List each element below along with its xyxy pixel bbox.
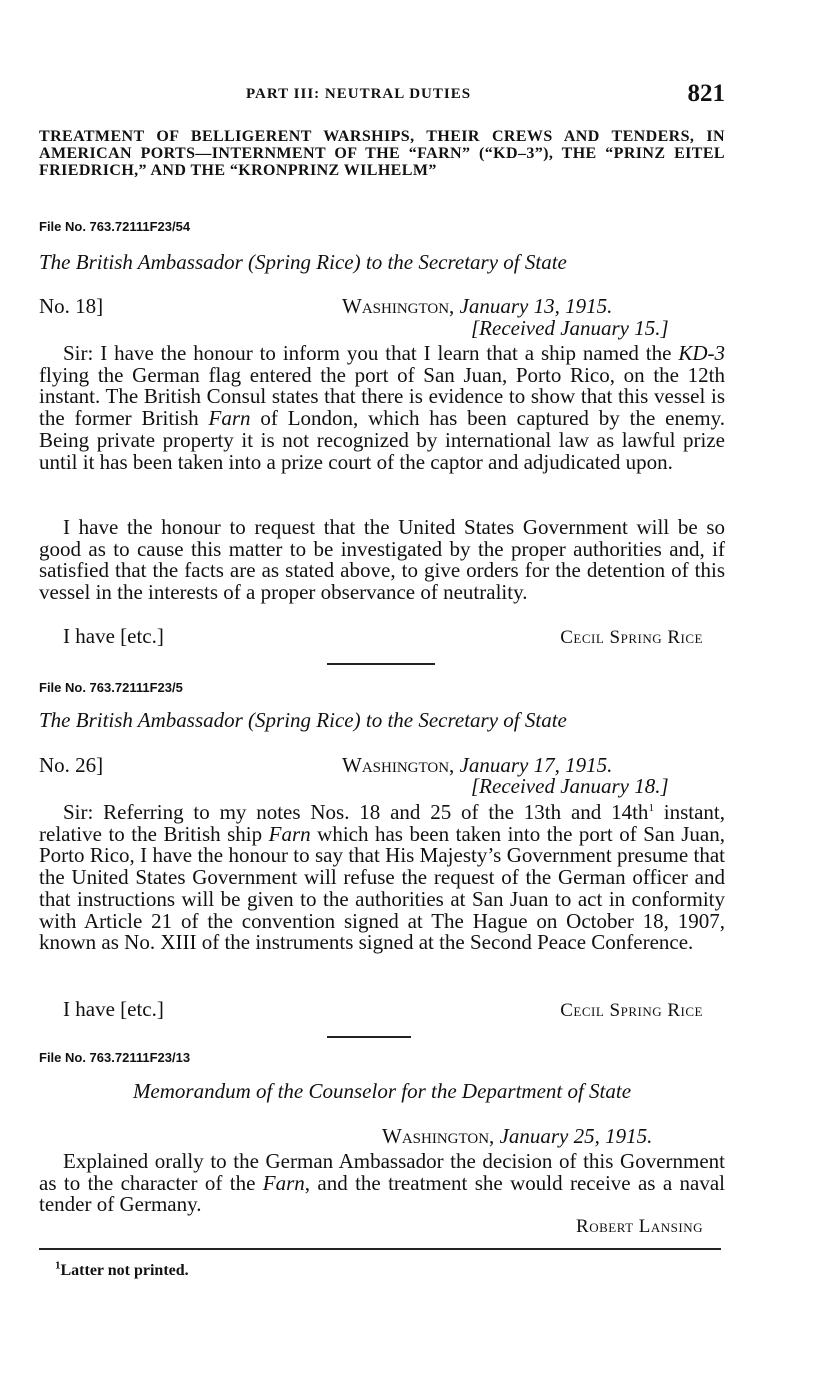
file-number: File No. 763.72111F23/54 bbox=[39, 219, 191, 234]
document-number: No. 26] bbox=[39, 753, 104, 777]
document-heading: Memorandum of the Counselor for the Department of State bbox=[132, 1079, 632, 1103]
paragraph bbox=[39, 802, 725, 954]
dateline-date: January 25, 1915. bbox=[499, 1124, 653, 1148]
text-run: Sir: Referring to my notes Nos. 18 and 25 of the 13th and 14th bbox=[63, 800, 649, 824]
closing: I have [etc.] bbox=[63, 997, 164, 1021]
chapter-title: TREATMENT OF BELLIGERENT WARSHIPS, THEIR CREWS AND TENDERS, IN AMERICAN PORTS—INTERNMENT OF THE “FARN” (“KD–3”), THE “PRINZ EITEL FRIEDRICH,” AND THE “KRONPRINZ WILHELM” bbox=[39, 128, 725, 179]
signature: Cecil Spring Rice bbox=[560, 627, 703, 648]
dateline-date: January 13, 1915. bbox=[459, 294, 613, 318]
section-divider bbox=[327, 663, 435, 665]
paragraph bbox=[39, 517, 725, 604]
dateline-place: Washington, bbox=[382, 1124, 495, 1148]
running-head bbox=[39, 80, 725, 110]
text-run: flying the German flag entered the port of San Juan, Porto Rico, on the 12th instant. The British Consul states that there is evidence to show that this vessel is the former British bbox=[39, 362, 725, 431]
closing: I have [etc.] bbox=[63, 624, 164, 648]
text-run: instant, relative to the British ship bbox=[39, 800, 725, 846]
text-run: I have the honour to request that the United States Government will be so good as to cause this matter to be investigated by the proper authorities and, if satisfied that the facts are as stated above, to give orders for the detention of this vessel in the interests of a proper observance of neutrality. bbox=[39, 515, 725, 605]
text-run: Explained orally to the German Ambassador the decision of this Government as to the character of the bbox=[39, 1149, 725, 1195]
dateline-place: Washington, bbox=[342, 753, 455, 777]
text-run: , and the treatment she would receive as a naval tender of Germany. bbox=[39, 1170, 725, 1217]
document-number: No. 18] bbox=[39, 294, 104, 318]
dateline bbox=[382, 1124, 652, 1149]
signature: Cecil Spring Rice bbox=[560, 1000, 703, 1021]
footnote-text: Latter not printed. bbox=[60, 1262, 189, 1279]
document-heading: The British Ambassador (Spring Rice) to the Secretary of State bbox=[39, 708, 567, 732]
file-number: File No. 763.72111F23/5 bbox=[39, 680, 183, 695]
text-run: Sir: I have the honour to inform you that I learn that a ship named the bbox=[63, 341, 679, 365]
italic-text: Farn bbox=[208, 406, 251, 431]
text-run: of London, which has been captured by the enemy. Being private property it is not recognized by international law as lawful prize until it has been taken into a prize court of the captor and adjudicated upon. bbox=[39, 406, 725, 474]
text-run: which has been taken into the port of San Juan, Porto Rico, I have the honour to say that His Majesty’s Government presume that the United States Government will refuse the request of the German officer and that instructions will be given to the authorities at San Juan to act in conformity with Article 21 of the convention signed at The Hague on October 18, 1907, known as No. XIII of the instruments signed at the Second Peace Conference. bbox=[39, 821, 725, 955]
page-number: 821 bbox=[687, 80, 725, 107]
dateline-date: January 17, 1915. bbox=[459, 753, 613, 777]
dateline-place: Washington, bbox=[342, 294, 455, 318]
paragraph bbox=[39, 343, 725, 473]
document-heading: The British Ambassador (Spring Rice) to the Secretary of State bbox=[39, 250, 567, 274]
footnote-divider bbox=[39, 1248, 721, 1250]
italic-text: Farn bbox=[268, 821, 311, 846]
footnote-ref: 1 bbox=[648, 802, 654, 814]
file-number: File No. 763.72111F23/13 bbox=[39, 1050, 191, 1065]
footnote-mark: 1 bbox=[55, 1259, 61, 1272]
paragraph bbox=[39, 1151, 725, 1216]
running-head-title: PART III: NEUTRAL DUTIES bbox=[246, 86, 472, 102]
italic-text: KD-3 bbox=[678, 341, 725, 365]
received-date: [Received January 18.] bbox=[471, 774, 669, 798]
signature: Robert Lansing bbox=[576, 1216, 703, 1237]
section-divider bbox=[327, 1036, 411, 1038]
footnote bbox=[55, 1259, 189, 1280]
italic-text: Farn bbox=[262, 1170, 305, 1195]
received-date: [Received January 15.] bbox=[471, 316, 669, 340]
